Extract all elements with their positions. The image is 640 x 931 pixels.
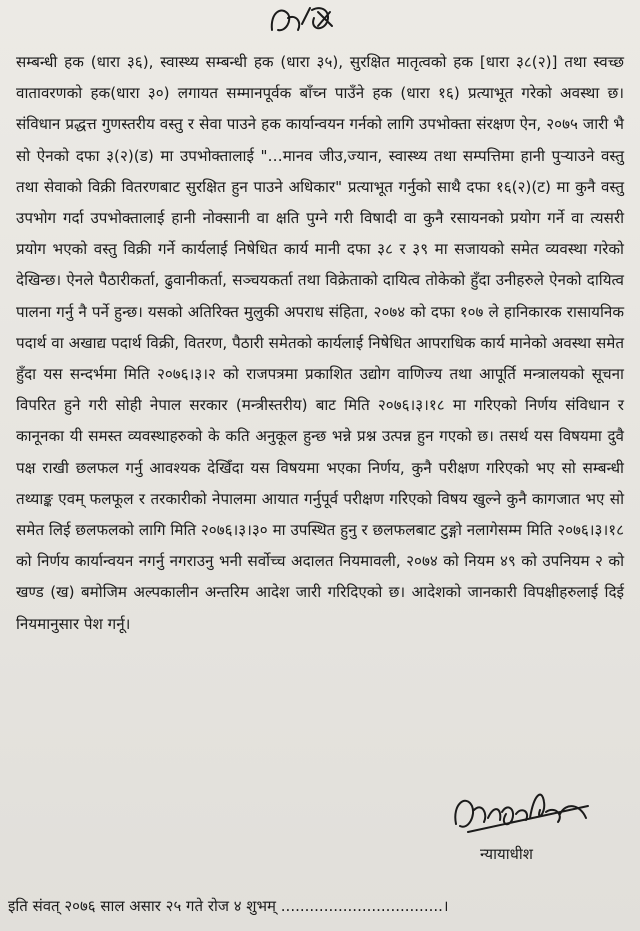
signatory-title: न्यायाधीश (480, 845, 533, 863)
handwritten-initials-mark (262, 0, 352, 46)
order-body-paragraph: सम्बन्धी हक (धारा ३६), स्वास्थ्य सम्बन्धी हक (धारा ३५), सुरक्षित मातृत्वको हक [धारा ३८(२)] तथा स्वच्छ वातावरणको हक(धारा ३०) लगायत सम्मानपूर्वक बाँच्न पाउँने हक (धारा १६) प्रत्याभूत गरेको अवस्था छ। संविधान प्रद्धत्त गुणस्तरीय वस्तु र सेवा पाउने हक कार्यान्वयन गर्नको लागि उपभोक्ता संरक्षण ऐन, २०७५ जारी भै सो ऐनको दफा ३(२)(ड) मा उपभोक्तालाई "…मानव जीउ,ज्यान, स्वास्थ्य तथा सम्पत्तिमा हानी पुऱ्याउने वस्तु तथा सेवाको विक्री वितरणबाट सुरक्षित हुन पाउने अधिकार" प्रत्याभूत गर्नुको साथै दफा १६(२)(ट) मा कुनै वस्तु उपभोग गर्दा उपभोक्तालाई हानी नोक्सानी वा क्षति पुग्ने गरी विषादी वा कुनै रसायनको प्रयोग गर्ने वा त्यसरी प्रयोग भएको वस्तु विक्री गर्ने कार्यलाई निषेधित कार्य मानी दफा ३८ र ३९ मा सजायको समेत व्यवस्था गरेको देखिन्छ। ऐनले पैठारीकर्ता, ढुवानीकर्ता, सञ्चयकर्ता तथा विक्रेताको दायित्व तोकेको हुँदा उनीहरुले ऐनको दायित्व पालना गर्नु नै पर्ने हुन्छ। यसको अतिरिक्त मुलुकी अपराध संहिता, २०७४ को दफा १०७ ले हानिकारक रासायनिक पदार्थ वा अखाद्य पदार्थ विक्री, वितरण, पैठारी समेतको कार्यलाई निषेधित आपराधिक कार्य मानेको अवस्था समेत हुँदा यस सन्दर्भमा मिति २०७६।३।२ को राजपत्रमा प्रकाशित उद्योग वाणिज्य तथा आपूर्ति मन्त्रालयको सूचना विपरित हुने गरी सोही नेपाल सरकार (मन्त्रीस्तरीय) बाट मिति २०७६।३।१८ मा गरिएको निर्णय संविधान र कानूनका यी समस्त व्यवस्थाहरुको के कति अनुकूल हुन्छ भन्ने प्रश्न उत्पन्न हुन गएको छ। तसर्थ यस विषयमा दुवै पक्ष राखी छलफल गर्नु आवश्यक देखिँदा यस विषयमा भएका निर्णय, कुनै परीक्षण गरिएको भए सो सम्बन्धी तथ्याङ्क एवम् फलफूल र तरकारीको नेपालमा आयात गर्नुपूर्व परीक्षण गरिएको विषय खुल्ने कुनै कागजात भए सो समेत लिई छलफलको लागि मिति २०७६।३।३० मा उपस्थित हुनु र छलफलबाट टुङ्गो नलागेसम्म मिति २०७६।३।१८ को निर्णय कार्यान्वयन नगर्नु नगराउनु भनी सर्वोच्च अदालत नियमावली, २०७४ को नियम ४९ को उपनियम २ को खण्ड (ख) बमोजिम अल्पकालीन अन्तरिम आदेश जारी गरिदिएको छ। आदेशको जानकारी विपक्षीहरुलाई दिई नियमानुसार पेश गर्नू। (16, 53, 624, 633)
handwritten-signature (448, 784, 598, 846)
footer-date-line: इति संवत् २०७६ साल असार २५ गते रोज ४ शुभम् ..................................। (8, 897, 449, 915)
signature-block (448, 784, 598, 874)
